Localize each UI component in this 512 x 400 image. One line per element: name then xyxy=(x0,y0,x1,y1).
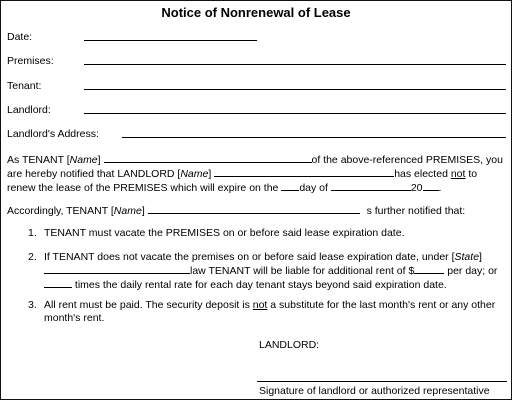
notice-paragraph xyxy=(7,153,505,195)
landlord-name-blank[interactable] xyxy=(214,167,394,177)
tenant-field[interactable] xyxy=(84,89,506,90)
notice-line-2: are hereby notified that LANDLORD [Name] has elected not to xyxy=(7,168,478,180)
state-blank[interactable] xyxy=(44,264,190,274)
expiration-day-blank[interactable] xyxy=(281,181,299,191)
landlord-label: Landlord: xyxy=(7,104,51,116)
accordingly-paragraph: Accordingly, TENANT [Name] s further notified that: xyxy=(7,205,466,217)
tenant-label: Tenant: xyxy=(7,80,42,92)
not-emphasis: not xyxy=(450,168,466,180)
name-placeholder: Name xyxy=(113,205,142,217)
date-field[interactable] xyxy=(84,40,257,41)
list-item: 3. All rent must be paid. The security deposit is not a substitute for the last month's rent or any other month's rent. xyxy=(28,299,496,324)
notice-line-1: As TENANT [Name] of the above-referenced PREMISES, you xyxy=(7,154,503,166)
multiplier-blank[interactable] xyxy=(44,278,72,288)
premises-field[interactable] xyxy=(84,64,506,65)
landlord-address-field[interactable] xyxy=(122,137,506,138)
rent-amount-blank[interactable] xyxy=(414,264,444,274)
state-placeholder: State xyxy=(454,251,480,263)
premises-label: Premises: xyxy=(7,55,54,67)
date-label: Date: xyxy=(7,31,33,43)
tenant-name-blank-2[interactable] xyxy=(148,204,360,214)
landlord-address-label: Landlord's Address: xyxy=(7,128,99,140)
list-item: 1. TENANT must vacate the PREMISES on or before said lease expiration date. xyxy=(28,227,405,239)
not-emphasis: not xyxy=(252,299,268,311)
list-item: 2. If TENANT does not vacate the premises on or before said lease expiration date, under [State] law TENANT will be liable for additional rent of $ per day; or times the daily rental rate for each day tenant stays beyond said expiration date. xyxy=(28,251,498,291)
notice-line-3: renew the lease of the PREMISES which will expire on the day of 20 . xyxy=(7,182,442,194)
name-placeholder: Name xyxy=(180,168,209,180)
tenant-name-blank[interactable] xyxy=(104,153,312,163)
landlord-signature-label: LANDLORD: xyxy=(259,339,320,351)
landlord-field[interactable] xyxy=(84,113,506,114)
signature-caption: Signature of landlord or authorized representative xyxy=(259,385,490,397)
expiration-year-blank[interactable] xyxy=(423,181,439,191)
name-placeholder: Name xyxy=(69,154,98,166)
form-title: Notice of Nonrenewal of Lease xyxy=(161,5,351,20)
expiration-month-blank[interactable] xyxy=(331,181,411,191)
signature-line[interactable] xyxy=(257,381,507,382)
